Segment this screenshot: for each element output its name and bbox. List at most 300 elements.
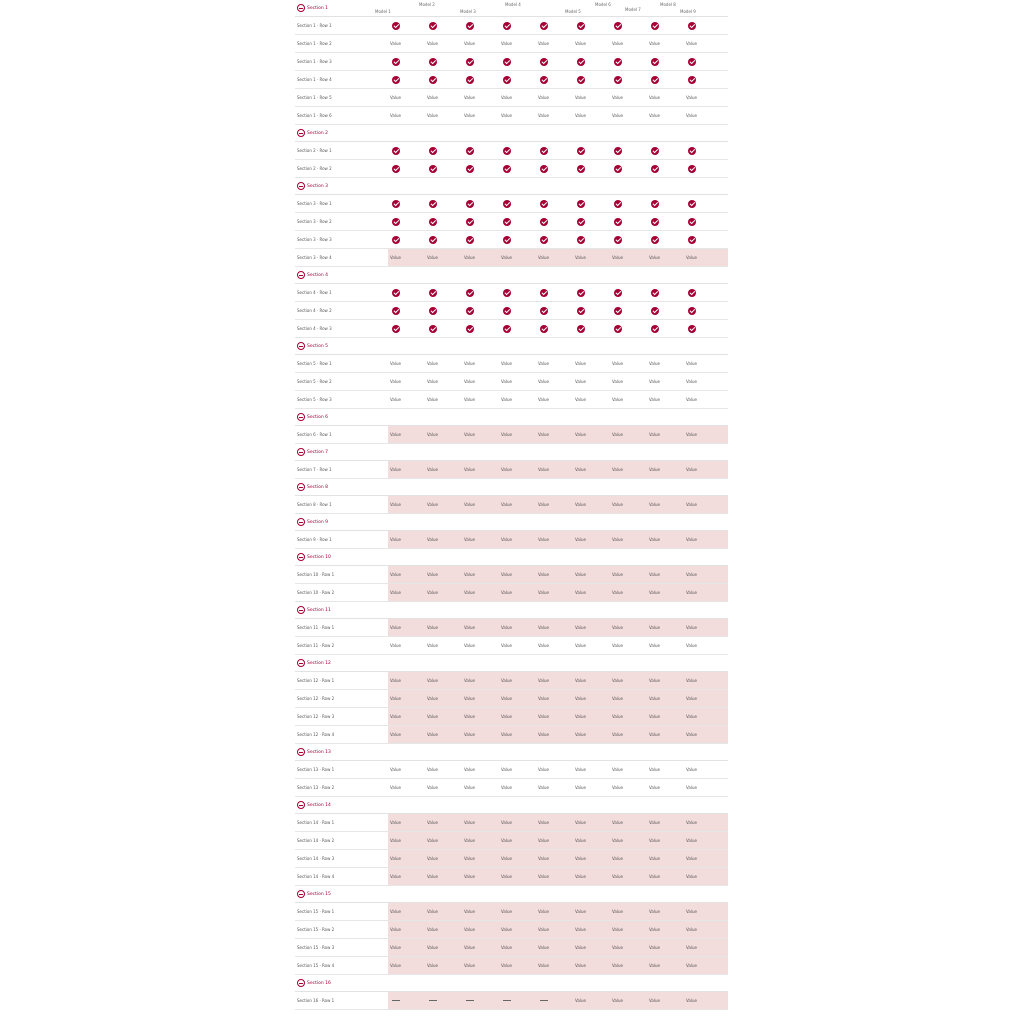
check-cell (462, 195, 499, 212)
value-cell: Value (649, 998, 660, 1003)
collapse-icon[interactable] (297, 4, 305, 12)
value-cell: Value (464, 678, 475, 683)
spec-row-cells (388, 461, 728, 478)
value-cell: Value (649, 502, 660, 507)
spec-row-label: Section 5 · Row 2 (297, 379, 332, 384)
spec-row (295, 921, 728, 939)
check-cell (388, 231, 425, 248)
section-header[interactable] (295, 178, 728, 195)
value-cell: Value (390, 590, 401, 595)
collapse-icon[interactable] (297, 448, 305, 456)
check-icon (503, 76, 511, 84)
value-cell: Value (390, 379, 401, 384)
spec-row-label: Section 14 · Row 4 (297, 874, 335, 879)
spec-row-label: Section 11 · Row 2 (297, 643, 335, 648)
check-cell (388, 320, 425, 337)
check-cell (573, 195, 610, 212)
spec-row-label: Section 14 · Row 1 (297, 820, 335, 825)
spec-row-label: Section 4 · Row 3 (297, 326, 332, 331)
model-header: Model 3 (460, 9, 476, 14)
spec-row (295, 903, 728, 921)
spec-row-label: Section 11 · Row 1 (297, 625, 335, 630)
spec-row-label: Section 13 · Row 2 (297, 785, 335, 790)
value-cell: Value (501, 874, 512, 879)
spec-row (295, 391, 728, 409)
section-header[interactable] (295, 655, 728, 672)
section-header[interactable] (295, 975, 728, 992)
value-cell: Value (686, 590, 697, 595)
value-cell: Value (464, 643, 475, 648)
value-cell: Value (390, 963, 401, 968)
check-icon (392, 325, 400, 333)
collapse-icon[interactable] (297, 182, 305, 190)
value-cell: Value (649, 572, 660, 577)
value-cell: Value (464, 785, 475, 790)
value-cell: Value (612, 963, 623, 968)
check-icon (577, 218, 585, 226)
check-icon (688, 307, 696, 315)
collapse-icon[interactable] (297, 483, 305, 491)
value-cell: Value (686, 255, 697, 260)
check-icon (577, 236, 585, 244)
spec-row-cells (388, 302, 728, 319)
spec-row-cells (388, 566, 728, 583)
section-header[interactable] (295, 125, 728, 142)
value-cell: Value (686, 572, 697, 577)
value-cell: Value (501, 963, 512, 968)
check-cell (425, 195, 462, 212)
check-icon (503, 200, 511, 208)
section-title: Section 2 (307, 130, 329, 136)
check-icon (429, 165, 437, 173)
value-cell: Value (612, 255, 623, 260)
value-cell: Value (649, 643, 660, 648)
check-icon (614, 58, 622, 66)
spec-row-cells (388, 637, 728, 654)
value-cell: Value (649, 41, 660, 46)
check-icon (688, 289, 696, 297)
value-cell: Value (501, 927, 512, 932)
section-title: Section 12 (307, 660, 331, 666)
check-icon (540, 165, 548, 173)
check-icon (466, 236, 474, 244)
value-cell: Value (464, 502, 475, 507)
value-cell: Value (686, 714, 697, 719)
spec-row-cells (388, 17, 728, 34)
check-cell (573, 320, 610, 337)
section-header[interactable] (295, 797, 728, 814)
value-cell: Value (612, 714, 623, 719)
dash-icon (466, 1000, 474, 1001)
model-header: Model 6 (595, 2, 611, 7)
section-header[interactable] (295, 549, 728, 566)
check-cell (684, 142, 721, 159)
spec-row-label: Section 13 · Row 1 (297, 767, 335, 772)
value-cell: Value (538, 678, 549, 683)
check-icon (688, 325, 696, 333)
check-icon (540, 218, 548, 226)
value-cell: Value (612, 856, 623, 861)
collapse-icon[interactable] (297, 890, 305, 898)
value-cell: Value (464, 909, 475, 914)
check-icon (688, 58, 696, 66)
value-cell: Value (538, 432, 549, 437)
value-cell: Value (686, 41, 697, 46)
check-icon (503, 165, 511, 173)
check-icon (688, 218, 696, 226)
value-cell: Value (686, 537, 697, 542)
value-cell: Value (390, 572, 401, 577)
collapse-icon[interactable] (297, 659, 305, 667)
value-cell: Value (390, 714, 401, 719)
value-cell: Value (427, 41, 438, 46)
spec-row (295, 17, 728, 35)
spec-row-cells (388, 195, 728, 212)
model-header: Model 1 (375, 9, 391, 14)
value-cell: Value (575, 927, 586, 932)
check-icon (503, 147, 511, 155)
check-icon (651, 289, 659, 297)
value-cell: Value (686, 838, 697, 843)
check-icon (392, 218, 400, 226)
value-cell: Value (649, 945, 660, 950)
value-cell: Value (464, 537, 475, 542)
value-cell: Value (501, 643, 512, 648)
value-cell: Value (538, 625, 549, 630)
spec-row-label: Section 3 · Row 4 (297, 255, 332, 260)
check-cell (388, 213, 425, 230)
check-cell (388, 195, 425, 212)
check-cell (536, 17, 573, 34)
value-cell: Value (612, 95, 623, 100)
spec-comparison-table (295, 0, 728, 1010)
check-cell (536, 302, 573, 319)
value-cell: Value (612, 537, 623, 542)
section-title: Section 10 (307, 554, 331, 560)
value-cell: Value (538, 856, 549, 861)
value-cell: Value (649, 113, 660, 118)
check-icon (429, 236, 437, 244)
check-cell (388, 160, 425, 177)
check-icon (503, 58, 511, 66)
value-cell: Value (538, 838, 549, 843)
value-cell: Value (575, 643, 586, 648)
value-cell: Value (612, 785, 623, 790)
spec-row-cells (388, 903, 728, 920)
spec-row-cells (388, 213, 728, 230)
collapse-icon[interactable] (297, 748, 305, 756)
spec-row-label: Section 1 · Row 6 (297, 113, 332, 118)
check-cell (536, 160, 573, 177)
value-cell: Value (390, 95, 401, 100)
check-cell (647, 213, 684, 230)
value-cell: Value (612, 927, 623, 932)
value-cell: Value (427, 945, 438, 950)
check-icon (466, 22, 474, 30)
spec-row (295, 213, 728, 231)
check-icon (577, 289, 585, 297)
value-cell: Value (427, 643, 438, 648)
value-cell: Value (464, 113, 475, 118)
spec-row-label: Section 15 · Row 1 (297, 909, 335, 914)
value-cell: Value (501, 820, 512, 825)
section-header[interactable] (295, 744, 728, 761)
collapse-icon[interactable] (297, 518, 305, 526)
value-cell: Value (390, 361, 401, 366)
value-cell: Value (427, 537, 438, 542)
value-cell: Value (575, 502, 586, 507)
value-cell: Value (575, 432, 586, 437)
value-cell: Value (686, 643, 697, 648)
value-cell: Value (612, 909, 623, 914)
check-cell (684, 302, 721, 319)
spec-row-cells (388, 426, 728, 443)
value-cell: Value (501, 856, 512, 861)
spec-row-label: Section 5 · Row 3 (297, 397, 332, 402)
check-cell (388, 142, 425, 159)
check-icon (392, 22, 400, 30)
value-cell: Value (649, 255, 660, 260)
spec-row (295, 992, 728, 1010)
value-cell: Value (686, 998, 697, 1003)
check-cell (647, 231, 684, 248)
collapse-icon[interactable] (297, 271, 305, 279)
spec-row-cells (388, 531, 728, 548)
check-cell (610, 302, 647, 319)
section-header[interactable] (295, 338, 728, 355)
spec-row-label: Section 1 · Row 5 (297, 95, 332, 100)
spec-row-cells (388, 284, 728, 301)
check-cell (610, 142, 647, 159)
check-cell (573, 71, 610, 88)
section-title: Section 3 (307, 183, 329, 189)
spec-row-cells (388, 992, 728, 1009)
spec-row (295, 53, 728, 71)
spec-row-label: Section 4 · Row 1 (297, 290, 332, 295)
value-cell: Value (575, 625, 586, 630)
value-cell: Value (501, 255, 512, 260)
value-cell: Value (686, 361, 697, 366)
spec-row-label: Section 15 · Row 2 (297, 927, 335, 932)
spec-row-label: Section 8 · Row 1 (297, 502, 332, 507)
check-cell (684, 320, 721, 337)
check-cell (462, 17, 499, 34)
dash-icon (429, 1000, 437, 1001)
check-cell (462, 160, 499, 177)
value-cell: Value (612, 625, 623, 630)
spec-row-label: Section 12 · Row 3 (297, 714, 335, 719)
value-cell: Value (501, 838, 512, 843)
value-cell: Value (427, 927, 438, 932)
spec-row-label: Section 1 · Row 1 (297, 23, 332, 28)
value-cell: Value (501, 397, 512, 402)
value-cell: Value (464, 625, 475, 630)
check-cell (610, 231, 647, 248)
value-cell: Value (427, 767, 438, 772)
value-cell: Value (538, 945, 549, 950)
value-cell: Value (538, 927, 549, 932)
spec-row (295, 708, 728, 726)
value-cell: Value (464, 767, 475, 772)
section-header[interactable] (295, 267, 728, 284)
check-icon (614, 147, 622, 155)
section-header[interactable] (295, 409, 728, 426)
value-cell: Value (538, 361, 549, 366)
value-cell: Value (649, 432, 660, 437)
value-cell: Value (686, 696, 697, 701)
value-cell: Value (649, 785, 660, 790)
collapse-icon[interactable] (297, 553, 305, 561)
value-cell: Value (390, 255, 401, 260)
check-icon (614, 76, 622, 84)
spec-row-label: Section 9 · Row 1 (297, 537, 332, 542)
section-header[interactable] (295, 0, 728, 17)
value-cell: Value (390, 678, 401, 683)
value-cell: Value (427, 502, 438, 507)
spec-row (295, 939, 728, 957)
section-title: Section 11 (307, 607, 331, 613)
dash-cell (536, 992, 573, 1009)
value-cell: Value (686, 820, 697, 825)
value-cell: Value (612, 467, 623, 472)
value-cell: Value (538, 874, 549, 879)
check-icon (503, 218, 511, 226)
value-cell: Value (575, 909, 586, 914)
dash-cell (462, 992, 499, 1009)
spec-row (295, 284, 728, 302)
value-cell: Value (501, 502, 512, 507)
section-title: Section 9 (307, 519, 329, 525)
check-icon (614, 289, 622, 297)
section-header[interactable] (295, 886, 728, 903)
spec-row-cells (388, 921, 728, 938)
section-header[interactable] (295, 444, 728, 461)
section-header[interactable] (295, 514, 728, 531)
check-cell (499, 231, 536, 248)
value-cell: Value (464, 696, 475, 701)
check-cell (647, 160, 684, 177)
check-cell (499, 53, 536, 70)
value-cell: Value (686, 963, 697, 968)
check-icon (392, 200, 400, 208)
check-cell (536, 213, 573, 230)
check-icon (392, 307, 400, 315)
spec-row-cells (388, 142, 728, 159)
spec-row-cells (388, 690, 728, 707)
section-header[interactable] (295, 479, 728, 496)
spec-row-cells (388, 320, 728, 337)
spec-row (295, 320, 728, 338)
spec-row-label: Section 1 · Row 4 (297, 77, 332, 82)
value-cell: Value (538, 767, 549, 772)
spec-row (295, 832, 728, 850)
check-icon (429, 200, 437, 208)
check-cell (573, 231, 610, 248)
dash-cell (388, 992, 425, 1009)
check-cell (647, 195, 684, 212)
value-cell: Value (612, 379, 623, 384)
value-cell: Value (427, 856, 438, 861)
value-cell: Value (649, 95, 660, 100)
check-icon (577, 58, 585, 66)
check-cell (536, 53, 573, 70)
spec-row-label: Section 5 · Row 1 (297, 361, 332, 366)
value-cell: Value (390, 113, 401, 118)
check-cell (536, 320, 573, 337)
value-cell: Value (686, 397, 697, 402)
value-cell: Value (612, 502, 623, 507)
spec-row (295, 373, 728, 391)
value-cell: Value (538, 714, 549, 719)
check-cell (388, 17, 425, 34)
value-cell: Value (575, 255, 586, 260)
collapse-icon[interactable] (297, 413, 305, 421)
value-cell: Value (538, 537, 549, 542)
table-body (295, 0, 728, 1010)
value-cell: Value (464, 874, 475, 879)
value-cell: Value (427, 838, 438, 843)
value-cell: Value (464, 927, 475, 932)
check-cell (425, 213, 462, 230)
section-header[interactable] (295, 602, 728, 619)
spec-row (295, 584, 728, 602)
value-cell: Value (575, 590, 586, 595)
value-cell: Value (575, 945, 586, 950)
section-title: Section 13 (307, 749, 331, 755)
model-header: Model 7 (625, 7, 641, 12)
value-cell: Value (501, 625, 512, 630)
value-cell: Value (464, 397, 475, 402)
value-cell: Value (390, 643, 401, 648)
check-cell (499, 17, 536, 34)
value-cell: Value (686, 785, 697, 790)
spec-row-label: Section 12 · Row 1 (297, 678, 335, 683)
spec-row-label: Section 14 · Row 2 (297, 838, 335, 843)
check-icon (614, 22, 622, 30)
dash-cell (425, 992, 462, 1009)
spec-row-label: Section 12 · Row 4 (297, 732, 335, 737)
spec-row (295, 761, 728, 779)
check-cell (499, 195, 536, 212)
check-icon (614, 325, 622, 333)
value-cell: Value (501, 95, 512, 100)
spec-row (295, 195, 728, 213)
collapse-icon[interactable] (297, 342, 305, 350)
check-cell (536, 142, 573, 159)
value-cell: Value (538, 95, 549, 100)
collapse-icon[interactable] (297, 606, 305, 614)
section-title: Section 16 (307, 980, 331, 986)
check-cell (425, 53, 462, 70)
check-cell (499, 142, 536, 159)
value-cell: Value (501, 909, 512, 914)
value-cell: Value (649, 767, 660, 772)
value-cell: Value (427, 467, 438, 472)
check-cell (610, 284, 647, 301)
value-cell: Value (501, 732, 512, 737)
collapse-icon[interactable] (297, 801, 305, 809)
check-cell (573, 53, 610, 70)
check-icon (466, 218, 474, 226)
collapse-icon[interactable] (297, 129, 305, 137)
collapse-icon[interactable] (297, 979, 305, 987)
value-cell: Value (649, 963, 660, 968)
value-cell: Value (501, 432, 512, 437)
check-icon (392, 236, 400, 244)
check-cell (610, 17, 647, 34)
check-cell (610, 320, 647, 337)
check-cell (388, 284, 425, 301)
